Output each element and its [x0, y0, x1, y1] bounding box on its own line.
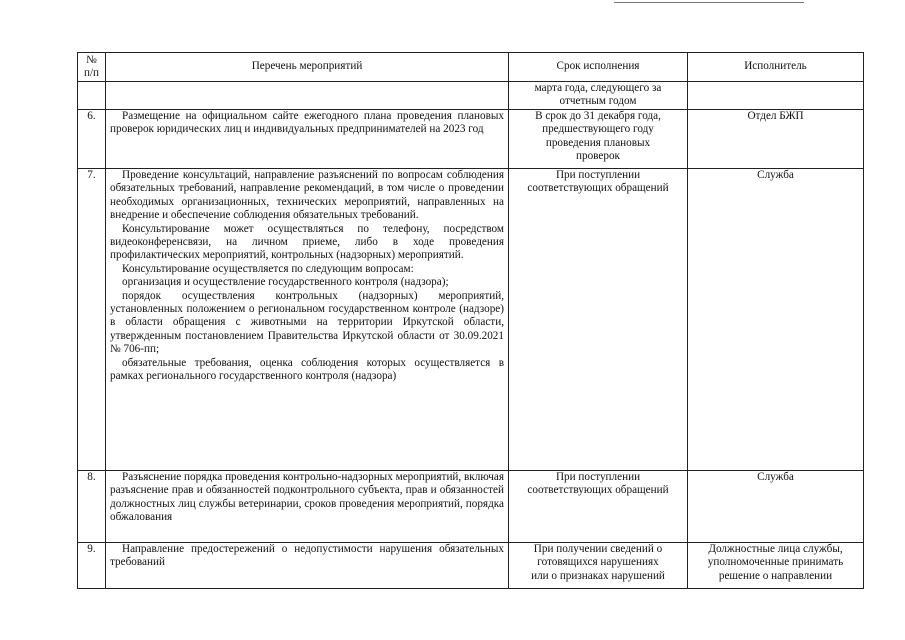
- row-deadline: При поступлении соответствующих обращений: [509, 471, 688, 543]
- table-row-continuation: [78, 82, 864, 110]
- row-executor: Служба: [688, 169, 864, 471]
- table-row-6: [78, 110, 864, 169]
- table-row-8: [78, 471, 864, 543]
- scan-artifact-line: [614, 2, 804, 3]
- row-activity: Проведение консультаций, направление разъяснений по вопросам соблюдения обязательных требований, направление рекомендаций, в том числе о проведении необходимых организационных, технических мероприятий, направленных на внедрение и обеспечение соблюдения обязательных требований. Консультирование может осуществляться по телефону, посредством видеоконференсвязи, на личном приеме, либо в ходе проведения профилактических мероприятий, контрольных (надзорных) мероприятий. Консультирование осуществляется по следующим вопросам: организация и осуществление государственного контроля (надзора); порядок осуществления контрольных (надзорных) мероприятий, установленных положением о региональном государственном контроле (надзоре) в области обращения с животными на территории Иркутской области, утвержденным постановлением Правительства Иркутской области от 30.09.2021 № 706-пп; обязательные требования, оценка соблюдения которых осуществляется в рамках регионального государственного контроля (надзора): [106, 169, 509, 471]
- row-activity: Направление предостережений о недопустимости нарушения обязательных требований: [106, 543, 509, 589]
- row-number: 7.: [78, 169, 106, 471]
- row-number: [78, 82, 106, 110]
- activities-table: [77, 52, 864, 589]
- row-deadline: марта года, следующего за отчетным годом: [509, 82, 688, 110]
- header-activities: Перечень мероприятий: [106, 53, 509, 82]
- table-header-row: [78, 53, 864, 82]
- row-executor: Должностные лица службы, уполномоченные принимать решение о направлении: [688, 543, 864, 589]
- row-deadline: В срок до 31 декабря года, предшествующего году проведения плановых проверок: [509, 110, 688, 169]
- table-row-9: [78, 543, 864, 589]
- row-number: 6.: [78, 110, 106, 169]
- row-activity: [106, 82, 509, 110]
- row-number: 8.: [78, 471, 106, 543]
- header-number: № п/п: [78, 53, 106, 82]
- row-number: 9.: [78, 543, 106, 589]
- row-deadline: При получении сведений о готовящихся нарушениях или о признаках нарушений: [509, 543, 688, 589]
- row-activity: Размещение на официальном сайте ежегодного плана проведения плановых проверок юридических лиц и индивидуальных предпринимателей на 2023 год: [106, 110, 509, 169]
- row-deadline: При поступлении соответствующих обращений: [509, 169, 688, 471]
- row-activity: Разъяснение порядка проведения контрольно-надзорных мероприятий, включая разъяснение прав и обязанностей подконтрольного субъекта, прав и обязанностей должностных лиц службы ветеринарии, сроков проведения мероприятий, порядка обжалования: [106, 471, 509, 543]
- header-executor: Исполнитель: [688, 53, 864, 82]
- header-deadline: Срок исполнения: [509, 53, 688, 82]
- table-row-7: [78, 169, 864, 471]
- row-executor: Отдел БЖП: [688, 110, 864, 169]
- row-executor: [688, 82, 864, 110]
- row-executor: Служба: [688, 471, 864, 543]
